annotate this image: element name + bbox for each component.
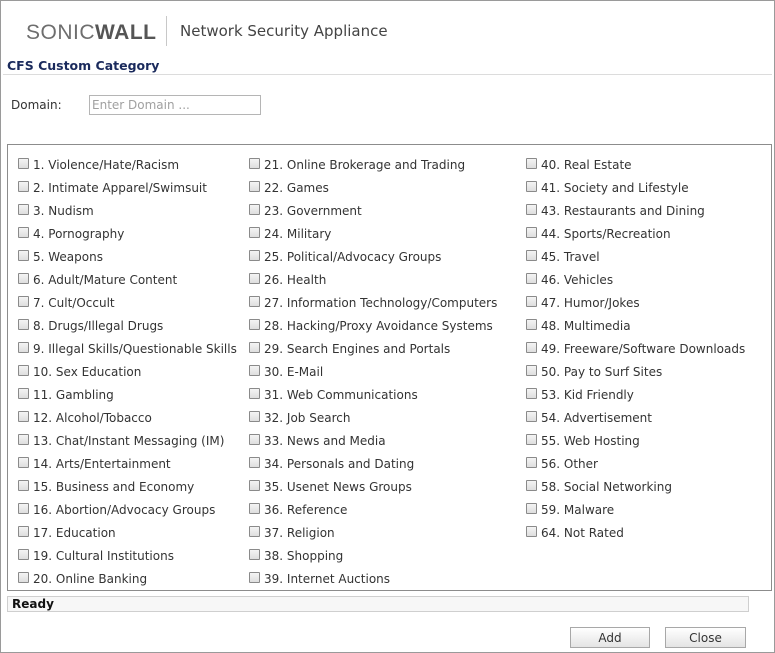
domain-input[interactable] xyxy=(89,95,261,115)
category-checkbox[interactable] xyxy=(18,181,29,192)
category-label: 48. Multimedia xyxy=(541,318,631,333)
title-divider xyxy=(3,74,772,75)
category-label: 56. Other xyxy=(541,456,598,471)
category-label: 17. Education xyxy=(33,525,116,540)
category-item[interactable] xyxy=(526,153,745,176)
category-checkbox[interactable] xyxy=(526,503,537,514)
category-item[interactable] xyxy=(18,268,237,291)
category-item[interactable] xyxy=(249,360,497,383)
category-label: 19. Cultural Institutions xyxy=(33,548,174,563)
category-label: 21. Online Brokerage and Trading xyxy=(264,157,466,172)
category-item[interactable] xyxy=(526,176,745,199)
domain-label: Domain: xyxy=(11,98,62,112)
category-checkbox[interactable] xyxy=(249,319,260,330)
category-checkbox[interactable] xyxy=(526,319,537,330)
category-label: 36. Reference xyxy=(264,502,348,517)
category-item[interactable] xyxy=(526,383,745,406)
category-item[interactable] xyxy=(18,314,237,337)
category-item[interactable] xyxy=(249,452,497,475)
category-checkbox[interactable] xyxy=(18,365,29,376)
category-item[interactable] xyxy=(18,360,237,383)
category-checkbox[interactable] xyxy=(249,273,260,284)
category-item[interactable] xyxy=(526,475,745,498)
category-label: 44. Sports/Recreation xyxy=(541,226,671,241)
category-item[interactable] xyxy=(526,199,745,222)
add-button[interactable]: Add xyxy=(570,627,650,648)
category-label: 58. Social Networking xyxy=(541,479,672,494)
category-checkbox[interactable] xyxy=(18,227,29,238)
category-label: 53. Kid Friendly xyxy=(541,387,634,402)
category-checkbox[interactable] xyxy=(249,572,260,583)
category-checkbox[interactable] xyxy=(18,273,29,284)
category-item[interactable] xyxy=(18,176,237,199)
category-checkbox[interactable] xyxy=(526,434,537,445)
category-item[interactable] xyxy=(18,498,237,521)
category-checkbox[interactable] xyxy=(249,250,260,261)
category-item[interactable] xyxy=(18,452,237,475)
category-checkbox[interactable] xyxy=(249,457,260,468)
category-label: 28. Hacking/Proxy Avoidance Systems xyxy=(264,318,493,333)
category-label: 23. Government xyxy=(264,203,362,218)
category-item[interactable] xyxy=(18,406,237,429)
category-checkbox[interactable] xyxy=(526,457,537,468)
category-checkbox[interactable] xyxy=(526,365,537,376)
category-label: 4. Pornography xyxy=(33,226,125,241)
category-item[interactable] xyxy=(249,429,497,452)
category-label: 2. Intimate Apparel/Swimsuit xyxy=(33,180,207,195)
category-label: 37. Religion xyxy=(264,525,335,540)
category-checkbox[interactable] xyxy=(18,204,29,215)
category-checkbox[interactable] xyxy=(526,411,537,422)
category-label: 47. Humor/Jokes xyxy=(541,295,640,310)
category-label: 49. Freeware/Software Downloads xyxy=(541,341,746,356)
category-label: 27. Information Technology/Computers xyxy=(264,295,498,310)
category-item[interactable] xyxy=(526,429,745,452)
category-checkbox[interactable] xyxy=(249,480,260,491)
category-label: 9. Illegal Skills/Questionable Skills xyxy=(33,341,237,356)
category-checkbox[interactable] xyxy=(18,388,29,399)
category-item[interactable] xyxy=(249,567,497,590)
status-bar xyxy=(7,596,749,612)
category-checkbox[interactable] xyxy=(18,158,29,169)
category-label: 34. Personals and Dating xyxy=(264,456,415,471)
category-label: 26. Health xyxy=(264,272,327,287)
category-checkbox[interactable] xyxy=(18,411,29,422)
category-label: 25. Political/Advocacy Groups xyxy=(264,249,442,264)
category-label: 24. Military xyxy=(264,226,332,241)
category-checkbox[interactable] xyxy=(249,342,260,353)
category-item[interactable] xyxy=(249,268,497,291)
category-label: 22. Games xyxy=(264,180,329,195)
category-column-2 xyxy=(249,153,497,590)
category-item[interactable] xyxy=(249,383,497,406)
category-checkbox[interactable] xyxy=(249,365,260,376)
category-label: 5. Weapons xyxy=(33,249,103,264)
category-checkbox[interactable] xyxy=(526,388,537,399)
category-label: 6. Adult/Mature Content xyxy=(33,272,178,287)
category-label: 35. Usenet News Groups xyxy=(264,479,412,494)
category-label: 29. Search Engines and Portals xyxy=(264,341,451,356)
category-label: 1. Violence/Hate/Racism xyxy=(33,157,180,172)
category-checkbox[interactable] xyxy=(249,181,260,192)
category-item[interactable] xyxy=(18,153,237,176)
category-label: 3. Nudism xyxy=(33,203,94,218)
sonicwall-logo xyxy=(26,21,157,45)
category-label: 7. Cult/Occult xyxy=(33,295,115,310)
category-item[interactable] xyxy=(249,544,497,567)
category-checkbox[interactable] xyxy=(18,342,29,353)
category-item[interactable] xyxy=(18,199,237,222)
category-item[interactable] xyxy=(18,383,237,406)
category-item[interactable] xyxy=(526,314,745,337)
category-label: 12. Alcohol/Tobacco xyxy=(33,410,152,425)
category-checkbox[interactable] xyxy=(249,503,260,514)
category-checkbox[interactable] xyxy=(18,296,29,307)
header-divider xyxy=(166,16,167,46)
category-item[interactable] xyxy=(249,291,497,314)
category-item[interactable] xyxy=(18,245,237,268)
category-checkbox[interactable] xyxy=(249,434,260,445)
category-label: 64. Not Rated xyxy=(541,525,624,540)
category-label: 11. Gambling xyxy=(33,387,114,402)
logo-text-wall: WALL xyxy=(95,21,157,44)
category-checkbox[interactable] xyxy=(526,158,537,169)
category-checkbox[interactable] xyxy=(18,526,29,537)
category-checkbox[interactable] xyxy=(249,411,260,422)
category-label: 41. Society and Lifestyle xyxy=(541,180,689,195)
category-item[interactable] xyxy=(249,176,497,199)
category-item[interactable] xyxy=(526,268,745,291)
category-item[interactable] xyxy=(18,475,237,498)
category-label: 20. Online Banking xyxy=(33,571,148,586)
category-checkbox[interactable] xyxy=(249,227,260,238)
category-item[interactable] xyxy=(526,291,745,314)
category-item[interactable] xyxy=(526,452,745,475)
category-checkbox[interactable] xyxy=(249,158,260,169)
category-label: 50. Pay to Surf Sites xyxy=(541,364,663,379)
category-label: 13. Chat/Instant Messaging (IM) xyxy=(33,433,225,448)
category-checkbox[interactable] xyxy=(526,181,537,192)
category-item[interactable] xyxy=(249,337,497,360)
category-item[interactable] xyxy=(249,245,497,268)
category-checkbox[interactable] xyxy=(249,388,260,399)
category-checkbox[interactable] xyxy=(526,250,537,261)
page-title: CFS Custom Category xyxy=(7,58,160,73)
category-label: 54. Advertisement xyxy=(541,410,652,425)
category-column-3 xyxy=(526,153,745,544)
category-label: 46. Vehicles xyxy=(541,272,614,287)
category-item[interactable] xyxy=(249,406,497,429)
category-item[interactable] xyxy=(526,360,745,383)
category-item[interactable] xyxy=(249,222,497,245)
header xyxy=(1,1,774,57)
category-item[interactable] xyxy=(249,314,497,337)
category-item[interactable] xyxy=(526,245,745,268)
category-label: 45. Travel xyxy=(541,249,600,264)
category-checkbox[interactable] xyxy=(526,480,537,491)
category-checkbox[interactable] xyxy=(18,457,29,468)
category-checkbox[interactable] xyxy=(526,273,537,284)
category-item[interactable] xyxy=(18,544,237,567)
category-checkbox[interactable] xyxy=(249,204,260,215)
category-item[interactable] xyxy=(249,199,497,222)
category-column-1 xyxy=(18,153,237,590)
product-name: Network Security Appliance xyxy=(180,22,388,40)
close-button[interactable]: Close xyxy=(665,627,746,648)
status-text: Ready xyxy=(12,597,54,611)
category-label: 39. Internet Auctions xyxy=(264,571,391,586)
category-label: 43. Restaurants and Dining xyxy=(541,203,705,218)
category-list xyxy=(7,144,772,591)
category-item[interactable] xyxy=(18,429,237,452)
category-item[interactable] xyxy=(18,337,237,360)
category-checkbox[interactable] xyxy=(526,526,537,537)
category-item[interactable] xyxy=(18,521,237,544)
category-item[interactable] xyxy=(526,406,745,429)
category-label: 59. Malware xyxy=(541,502,615,517)
category-checkbox[interactable] xyxy=(249,549,260,560)
category-checkbox[interactable] xyxy=(18,480,29,491)
category-label: 31. Web Communications xyxy=(264,387,418,402)
logo-text-sonic: SONIC xyxy=(26,21,96,44)
category-item[interactable] xyxy=(526,498,745,521)
category-item[interactable] xyxy=(18,222,237,245)
category-label: 32. Job Search xyxy=(264,410,351,425)
category-checkbox[interactable] xyxy=(18,434,29,445)
category-label: 33. News and Media xyxy=(264,433,386,448)
category-checkbox[interactable] xyxy=(249,526,260,537)
category-label: 38. Shopping xyxy=(264,548,344,563)
category-label: 16. Abortion/Advocacy Groups xyxy=(33,502,216,517)
category-checkbox[interactable] xyxy=(249,296,260,307)
category-checkbox[interactable] xyxy=(18,549,29,560)
category-label: 40. Real Estate xyxy=(541,157,632,172)
category-checkbox[interactable] xyxy=(526,342,537,353)
category-checkbox[interactable] xyxy=(526,204,537,215)
category-label: 14. Arts/Entertainment xyxy=(33,456,171,471)
category-item[interactable] xyxy=(249,498,497,521)
category-label: 15. Business and Economy xyxy=(33,479,195,494)
category-label: 30. E-Mail xyxy=(264,364,324,379)
category-item[interactable] xyxy=(249,475,497,498)
category-label: 8. Drugs/Illegal Drugs xyxy=(33,318,164,333)
category-item[interactable] xyxy=(526,337,745,360)
category-label: 55. Web Hosting xyxy=(541,433,640,448)
category-item[interactable] xyxy=(18,567,237,590)
category-item[interactable] xyxy=(249,521,497,544)
category-checkbox[interactable] xyxy=(526,227,537,238)
category-label: 10. Sex Education xyxy=(33,364,142,379)
category-checkbox[interactable] xyxy=(18,319,29,330)
category-checkbox[interactable] xyxy=(18,503,29,514)
category-item[interactable] xyxy=(18,291,237,314)
category-checkbox[interactable] xyxy=(526,296,537,307)
category-item[interactable] xyxy=(249,153,497,176)
category-item[interactable] xyxy=(526,222,745,245)
category-checkbox[interactable] xyxy=(18,250,29,261)
category-checkbox[interactable] xyxy=(18,572,29,583)
category-item[interactable] xyxy=(526,521,745,544)
